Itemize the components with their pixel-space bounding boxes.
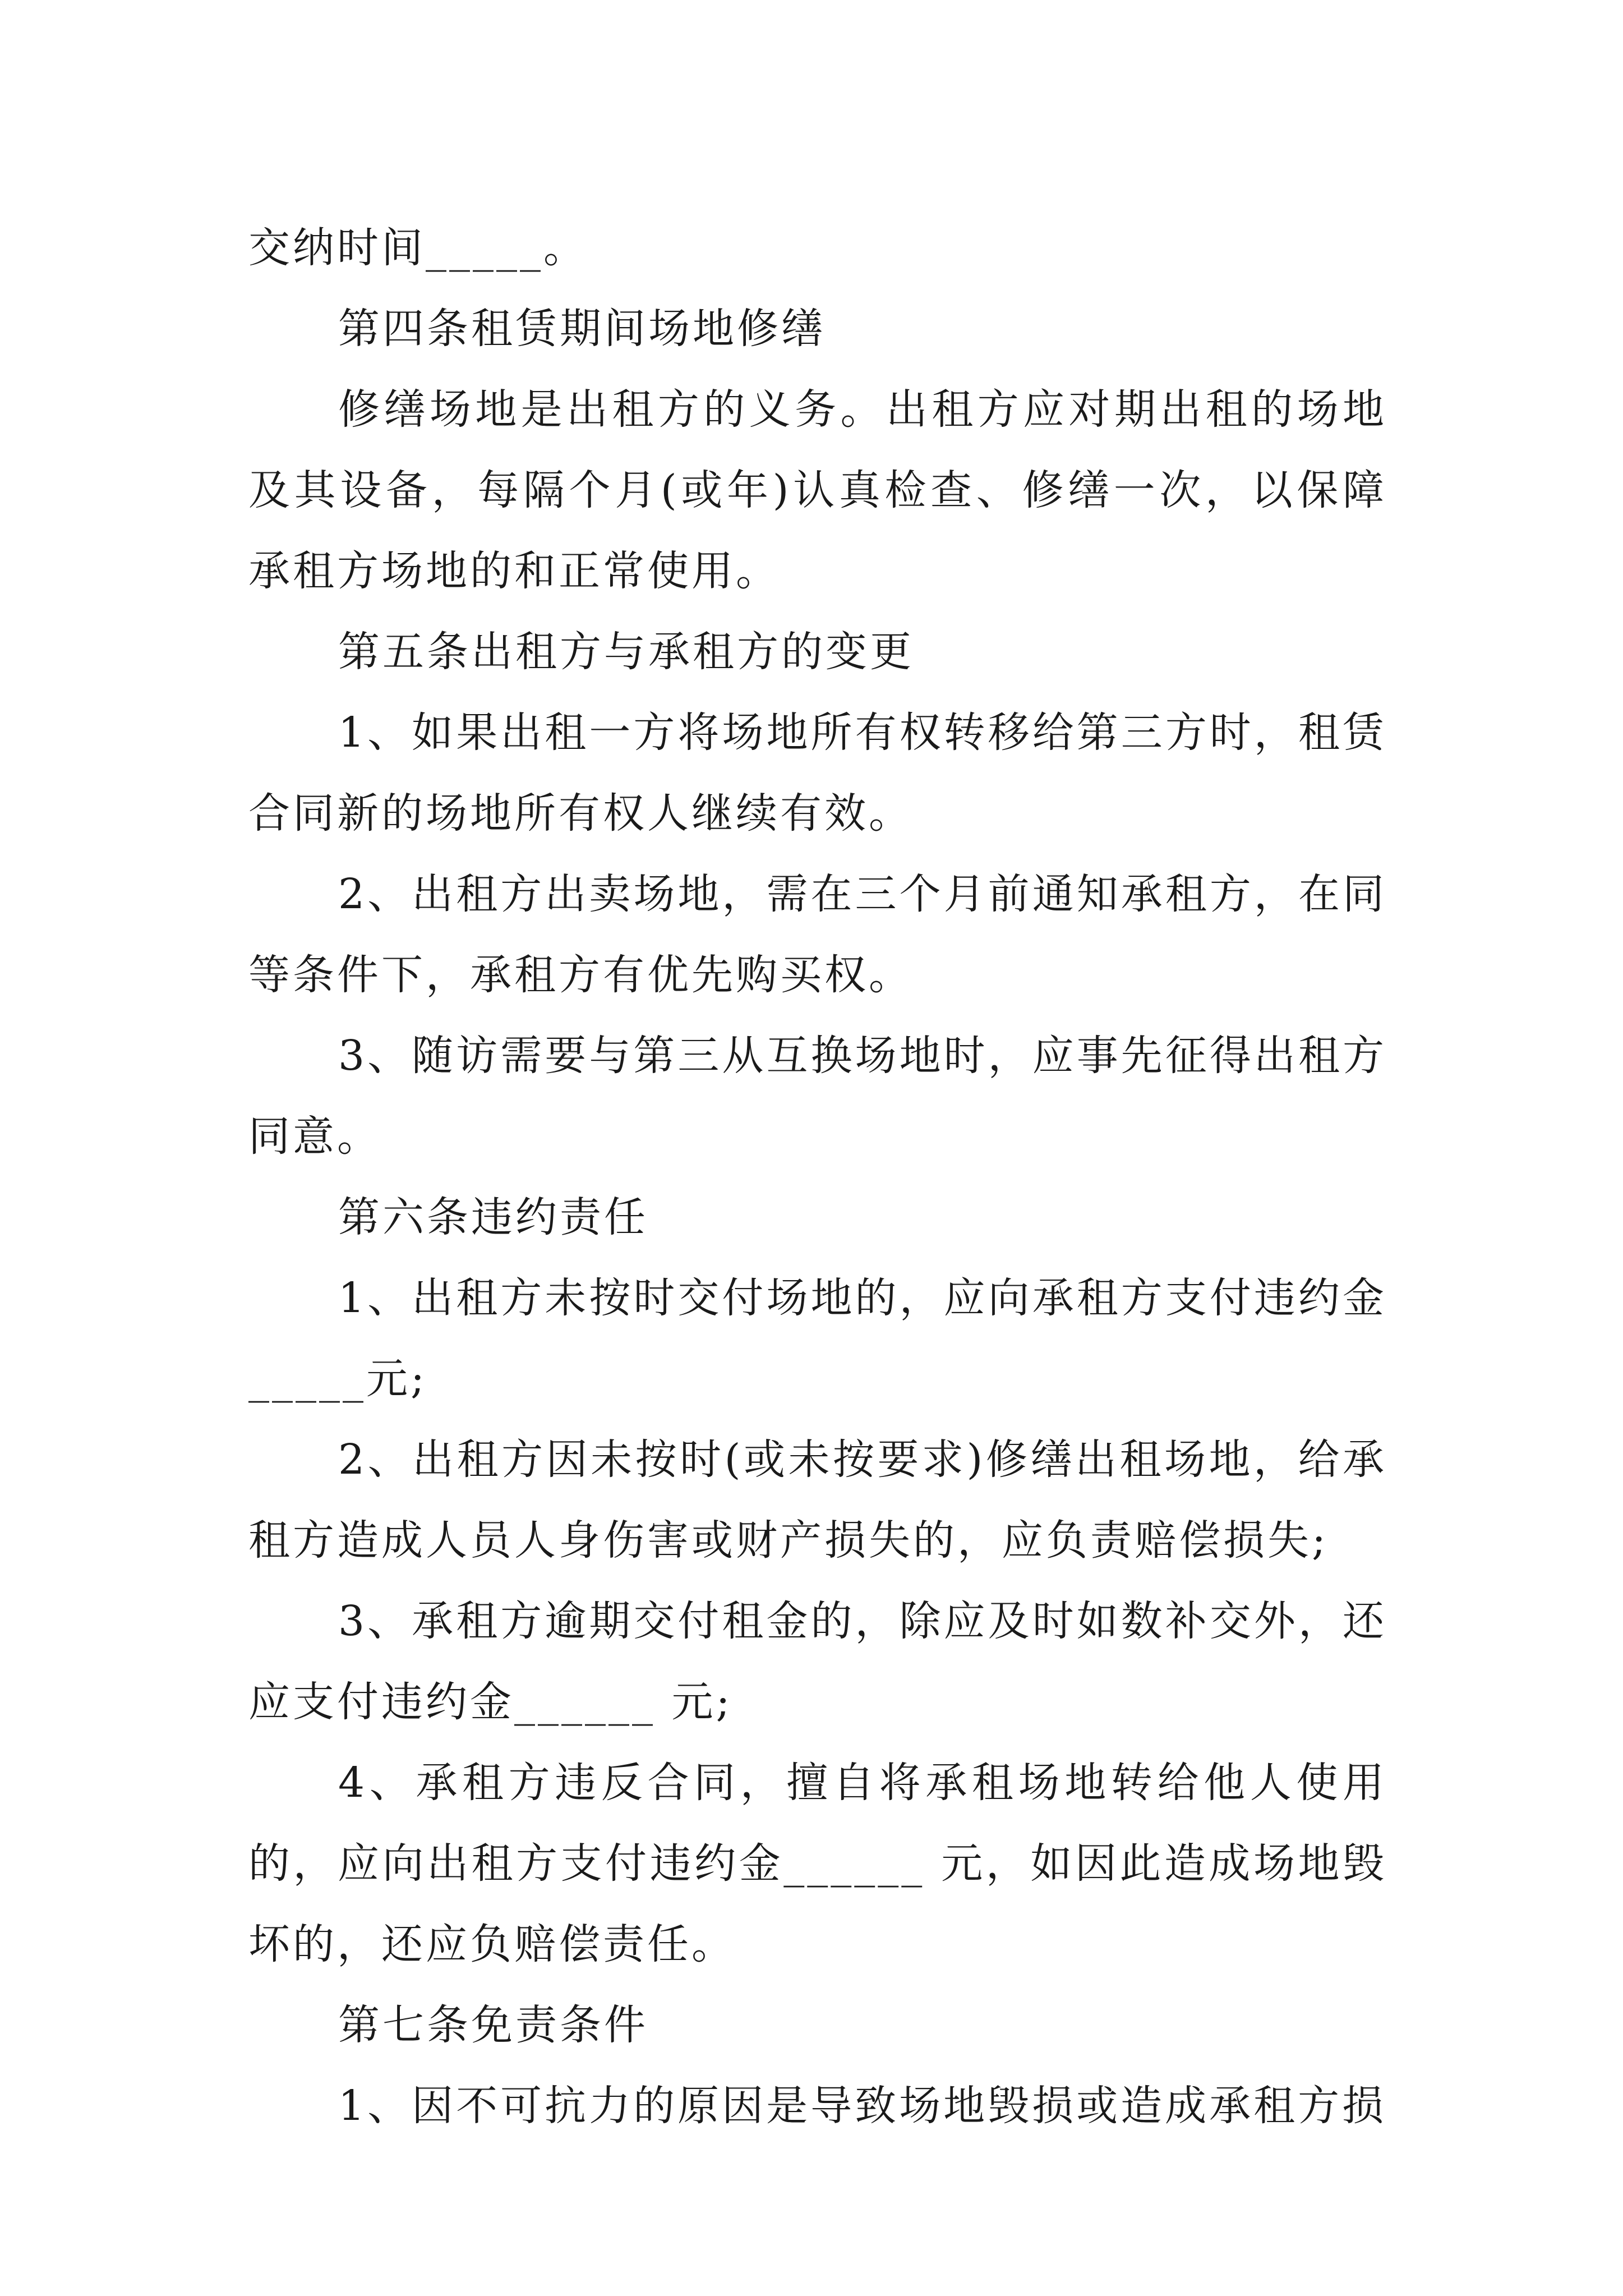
paragraph-repair-duty: 修缮场地是出租方的义务。出租方应对期出租的场地及其设备，每隔个月(或年)认真检查、修缮一次，以保障承租方场地的和正常使用。 [248,385,1387,595]
paragraph-payment-time: 交纳时间_____。 [248,224,588,272]
paragraph-late-delivery-penalty: 1、出租方未按时交付场地的，应向承租方支付违约金_____元; [248,1274,1387,1403]
paragraph-late-rent-penalty: 3、承租方逾期交付租金的，除应及时如数补交外，还应支付违约金______ 元; [248,1597,1387,1726]
paragraph-force-majeure: 1、因不可抗力的原因是导致场地毁损或造成承租方损 [338,2082,1387,2130]
heading-article-6: 第六条违约责任 [338,1193,648,1241]
paragraph-exchange-consent: 3、随访需要与第三从互换场地时，应事先征得出租方同意。 [248,1032,1387,1161]
paragraph-sublet-penalty: 4、承租方违反合同，擅自将承租场地转给他人使用的，应向出租方支付违约金______ 元，如因此造成场地毁坏的，还应负赔偿责任。 [248,1759,1387,1968]
document-body [248,208,1387,2146]
paragraph-ownership-transfer: 1、如果出租一方将场地所有权转移给第三方时，租赁合同新的场地所有权人继续有效。 [248,708,1387,838]
heading-article-4: 第四条租赁期间场地修缮 [338,305,826,353]
heading-article-7: 第七条免责条件 [338,2001,648,2049]
heading-article-5: 第五条出租方与承租方的变更 [338,628,914,676]
paragraph-sale-notice: 2、出租方出卖场地，需在三个月前通知承租方，在同等条件下，承租方有优先购买权。 [248,870,1387,999]
paragraph-repair-damage-liability: 2、出租方因未按时(或未按要求)修缮出租场地，给承租方造成人员人身伤害或财产损失的，应负责赔偿损失; [248,1435,1387,1565]
